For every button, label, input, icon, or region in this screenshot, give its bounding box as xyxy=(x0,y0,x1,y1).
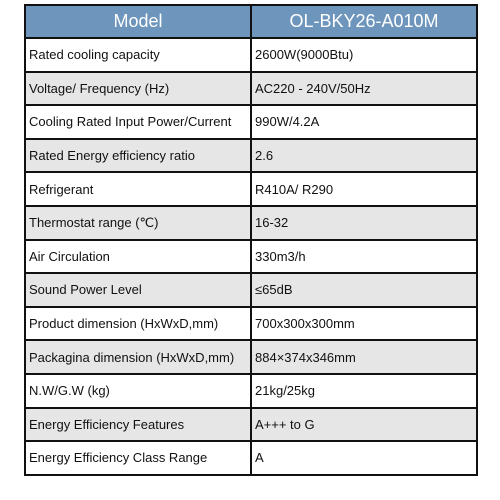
spec-value: 2.6 xyxy=(251,139,477,173)
spec-table xyxy=(24,4,478,476)
table-row xyxy=(25,441,477,475)
spec-label: N.W/G.W (kg) xyxy=(25,374,251,408)
spec-value: A xyxy=(251,441,477,475)
spec-value: ≤65dB xyxy=(251,273,477,307)
table-row xyxy=(25,172,477,206)
spec-label: Sound Power Level xyxy=(25,273,251,307)
table-row xyxy=(25,307,477,341)
spec-value: R410A/ R290 xyxy=(251,172,477,206)
table-row xyxy=(25,206,477,240)
table-row xyxy=(25,374,477,408)
spec-value: 21kg/25kg xyxy=(251,374,477,408)
spec-label: Cooling Rated Input Power/Current xyxy=(25,105,251,139)
spec-label: Energy Efficiency Features xyxy=(25,408,251,442)
spec-label: Thermostat range (℃) xyxy=(25,206,251,240)
spec-value: 700x300x300mm xyxy=(251,307,477,341)
spec-label: Product dimension (HxWxD,mm) xyxy=(25,307,251,341)
spec-label: Air Circulation xyxy=(25,240,251,274)
spec-label: Energy Efficiency Class Range xyxy=(25,441,251,475)
table-header-row xyxy=(25,5,477,38)
spec-value: 16-32 xyxy=(251,206,477,240)
table-row xyxy=(25,273,477,307)
spec-value: AC220 - 240V/50Hz xyxy=(251,72,477,106)
table-row xyxy=(25,408,477,442)
table-row xyxy=(25,340,477,374)
spec-value: 2600W(9000Btu) xyxy=(251,38,477,72)
table-row xyxy=(25,139,477,173)
spec-label: Packagina dimension (HxWxD,mm) xyxy=(25,340,251,374)
spec-value: 330m3/h xyxy=(251,240,477,274)
spec-label: Refrigerant xyxy=(25,172,251,206)
table-row xyxy=(25,38,477,72)
spec-value: A+++ to G xyxy=(251,408,477,442)
header-model-label: Model xyxy=(25,5,251,38)
spec-label: Rated Energy efficiency ratio xyxy=(25,139,251,173)
spec-value: 990W/4.2A xyxy=(251,105,477,139)
header-model-number: OL-BKY26-A010M xyxy=(251,5,477,38)
table-row xyxy=(25,105,477,139)
spec-value: 884×374x346mm xyxy=(251,340,477,374)
table-row xyxy=(25,72,477,106)
spec-label: Rated cooling capacity xyxy=(25,38,251,72)
spec-label: Voltage/ Frequency (Hz) xyxy=(25,72,251,106)
table-row xyxy=(25,240,477,274)
